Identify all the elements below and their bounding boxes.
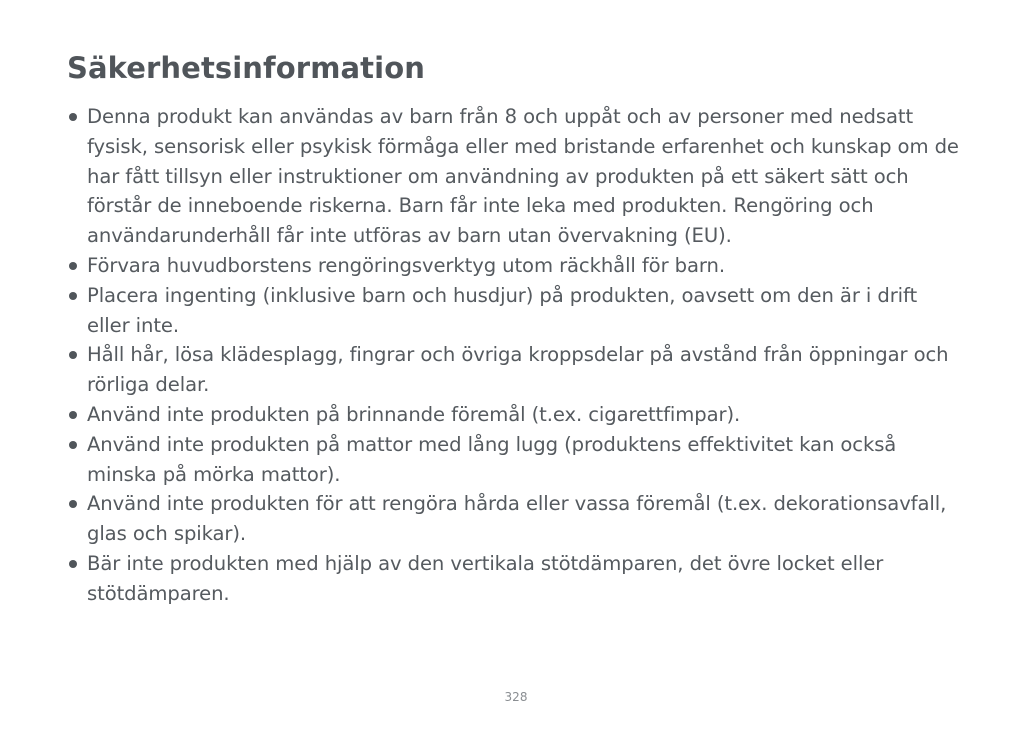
list-item bbox=[67, 549, 962, 609]
list-item bbox=[67, 489, 962, 549]
list-item-text: Använd inte produkten på mattor med lång lugg (produktens effektivitet kan också minska på mörka mattor). bbox=[87, 432, 897, 486]
list-item-text: Bär inte produkten med hjälp av den vertikala stötdämparen, det övre locket eller stötdämparen. bbox=[87, 551, 884, 605]
list-item bbox=[67, 251, 962, 281]
bullet-icon bbox=[69, 560, 77, 568]
list-item-text: Denna produkt kan användas av barn från 8 och uppåt och av personer med nedsatt fysisk, sensorisk eller psykisk förmåga eller med bristande erfarenhet och kunskap om de har fått tillsyn eller instruktioner om användning av produkten på ett säkert sätt och förstår de inneboende riskerna. Barn får inte leka med produkten. Rengöring och användarunderhåll får inte utföras av barn utan övervakning (EU). bbox=[87, 105, 959, 248]
list-item-text: Använd inte produkten för att rengöra hårda eller vassa föremål (t.ex. dekorationsavfall, glas och spikar). bbox=[87, 492, 947, 546]
list-item-text: Håll hår, lösa klädesplagg, fingrar och övriga kroppsdelar på avstånd från öppningar och rörliga delar. bbox=[87, 343, 949, 397]
bullet-icon bbox=[69, 113, 77, 121]
bullet-icon bbox=[69, 411, 77, 419]
page-number: 328 bbox=[504, 690, 528, 704]
bullet-icon bbox=[69, 292, 77, 300]
safety-list bbox=[67, 102, 962, 609]
list-item-text: Förvara huvudborstens rengöringsverktyg utom räckhåll för barn. bbox=[87, 253, 725, 277]
bullet-icon bbox=[69, 500, 77, 508]
list-item-text: Placera ingenting (inklusive barn och husdjur) på produkten, oavsett om den är i drift eller inte. bbox=[87, 283, 918, 337]
list-item bbox=[67, 340, 962, 400]
bullet-icon bbox=[69, 262, 77, 270]
bullet-icon bbox=[69, 351, 77, 359]
list-item-text: Använd inte produkten på brinnande föremål (t.ex. cigarettfimpar). bbox=[87, 402, 741, 426]
bullet-icon bbox=[69, 441, 77, 449]
list-item bbox=[67, 400, 962, 430]
list-item bbox=[67, 281, 962, 341]
list-item bbox=[67, 102, 962, 251]
document-page bbox=[67, 48, 962, 609]
list-item bbox=[67, 430, 962, 490]
page-title: Säkerhetsinformation bbox=[67, 51, 425, 85]
